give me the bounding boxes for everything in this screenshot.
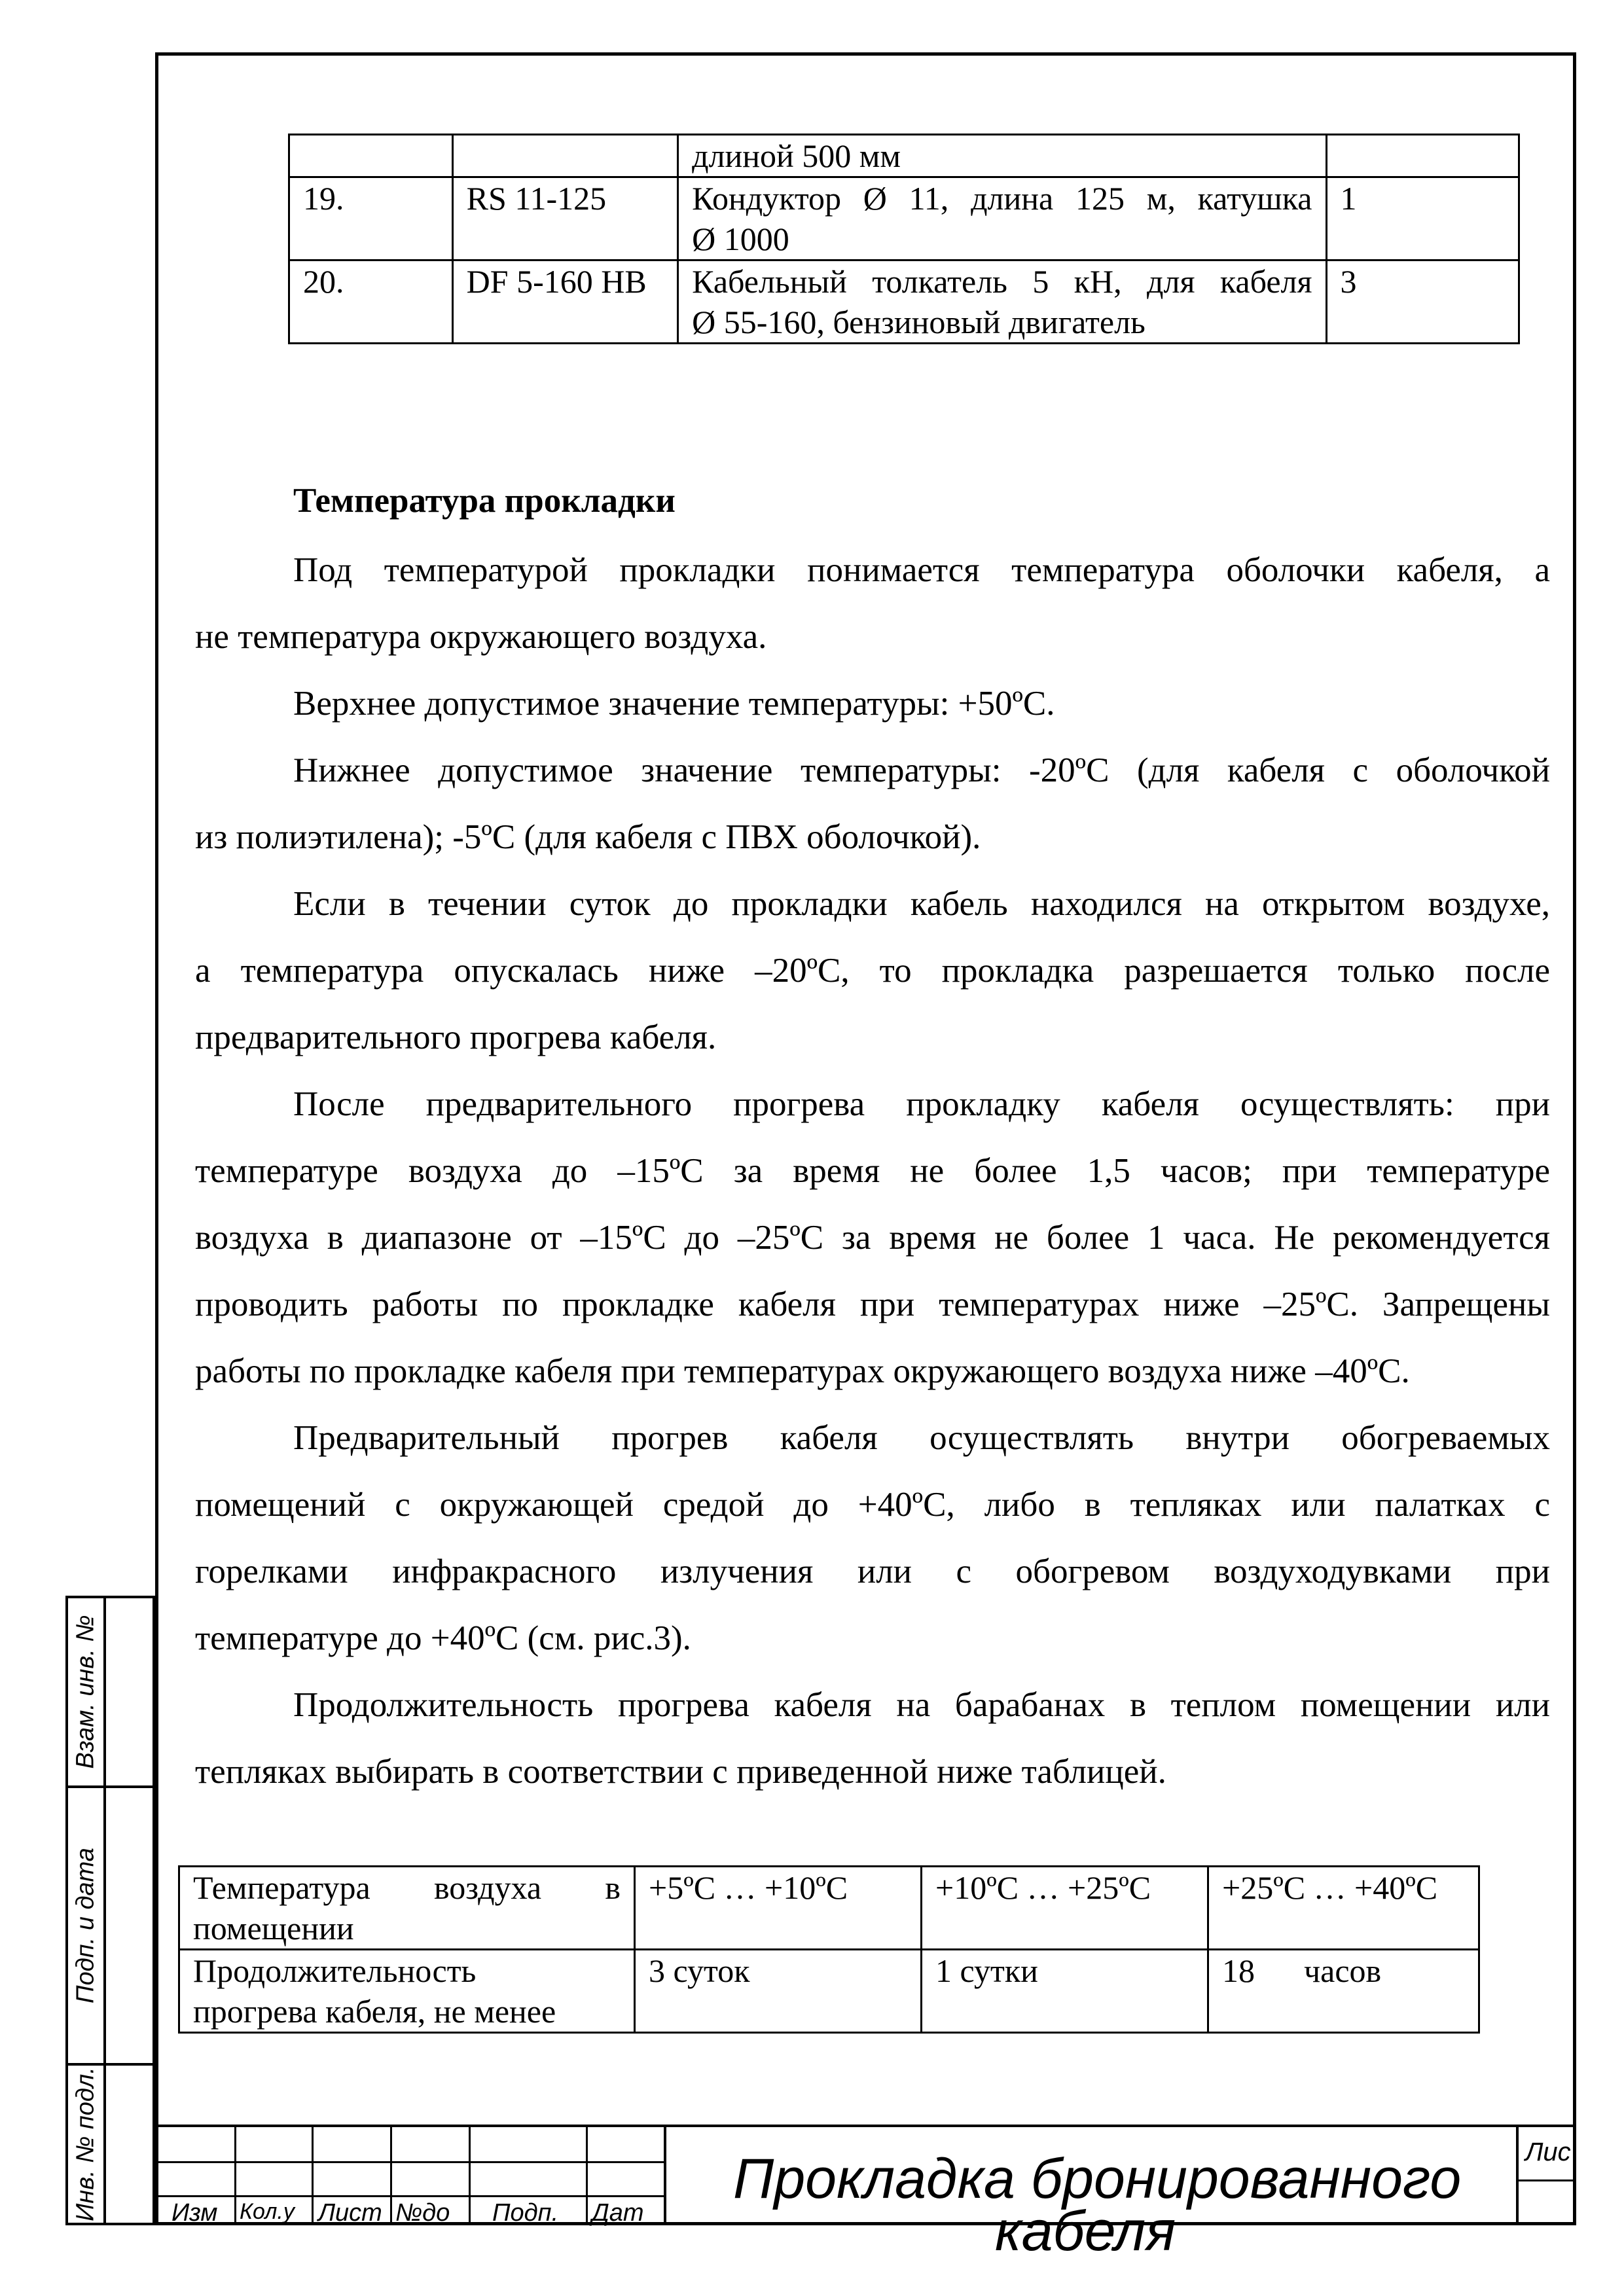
section-title: Температура прокладки xyxy=(293,482,676,520)
text-line: воздуха в диапазоне от –15ºС до –25ºС за время не более 1 часа. Не рекомендуется xyxy=(195,1219,1550,1257)
text-line: Если в течении суток до прокладки кабель находился на открытом воздухе, xyxy=(293,885,1550,923)
equipment-table xyxy=(288,134,1520,344)
text-line: тепляках выбирать в соответствии с приведенной ниже таблицей. xyxy=(195,1753,1166,1791)
sheet-label: Лис xyxy=(1525,2138,1571,2166)
stamp-cell xyxy=(68,2066,153,2223)
item-description: Кабельный толкатель 5 кН, для кабеля Ø 55-160, бензиновый двигатель xyxy=(678,260,1326,344)
table-row xyxy=(179,1950,1479,2033)
text-line: из полиэтилена); -5ºС (для кабеля с ПВХ оболочкой). xyxy=(195,818,981,856)
paragraph xyxy=(195,537,1550,670)
item-description: длиной 500 мм xyxy=(678,135,1326,177)
text-line: Под температурой прокладки понимается температура оболочки кабеля, а xyxy=(293,551,1550,589)
stamp-label: Инв. № подл. xyxy=(71,2067,99,2221)
text-line: Продолжительность прогрева кабеля на барабанах в теплом помещении или xyxy=(293,1686,1550,1724)
text-line: После предварительного прогрева прокладку кабеля осуществлять: при xyxy=(293,1085,1550,1123)
text-line: горелками инфракрасного излучения или с обогревом воздуходувками при xyxy=(195,1552,1550,1590)
document-title-line2: кабеля xyxy=(995,2200,1176,2263)
paragraph xyxy=(195,670,1550,737)
text-line: а температура опускалась ниже –20ºС, то прокладка разрешается только после xyxy=(195,952,1550,990)
item-code: DF 5-160 HB xyxy=(452,260,677,344)
text-line: Предварительный прогрев кабеля осуществлять внутри обогреваемых xyxy=(293,1419,1550,1457)
paragraph xyxy=(195,1405,1550,1672)
text-line: проводить работы по прокладке кабеля при температурах ниже –25ºС. Запрещены xyxy=(195,1285,1550,1323)
item-quantity xyxy=(1326,135,1519,177)
text-line: температуре до +40ºС (см. рис.3). xyxy=(195,1619,691,1657)
row-number: 19. xyxy=(289,177,453,260)
item-code xyxy=(452,135,677,177)
table-row xyxy=(179,1867,1479,1950)
document-title: Прокладка бронированного xyxy=(733,2147,1462,2210)
table-row xyxy=(289,135,1519,177)
stamp-cell xyxy=(68,1598,153,1788)
table-row xyxy=(289,260,1519,344)
paragraph xyxy=(195,737,1550,870)
row-number: 20. xyxy=(289,260,453,344)
item-quantity: 1 xyxy=(1326,177,1519,260)
temperature-range: +5ºС … +10ºС xyxy=(635,1867,922,1950)
text-line: работы по прокладке кабеля при температурах окружающего воздуха ниже –40ºС. xyxy=(195,1352,1410,1390)
row-number xyxy=(289,135,453,177)
text-line: температуре воздуха до –15ºС за время не более 1,5 часов; при температуре xyxy=(195,1152,1550,1190)
side-stamp xyxy=(65,1596,155,2225)
item-description: Кондуктор Ø 11, длина 125 м, катушка Ø 1000 xyxy=(678,177,1326,260)
paragraph xyxy=(195,870,1550,1071)
paragraph xyxy=(195,1672,1550,1805)
stamp-cell xyxy=(68,1788,153,2066)
column-label: Кол.у xyxy=(240,2199,295,2224)
column-label: Изм xyxy=(171,2199,218,2227)
temperature-range: +25ºС … +40ºС xyxy=(1208,1867,1479,1950)
stamp-label: Подп. и дата xyxy=(71,1848,99,2003)
column-label: Лист xyxy=(318,2199,382,2227)
text-line: предварительного прогрева кабеля. xyxy=(195,1018,717,1056)
text-line: Верхнее допустимое значение температуры: +50ºС. xyxy=(293,685,1055,723)
paragraph xyxy=(195,1071,1550,1405)
item-code: RS 11-125 xyxy=(452,177,677,260)
duration-value: 3 суток xyxy=(635,1950,922,2033)
column-label: Дат xyxy=(592,2199,644,2227)
column-label: Подп. xyxy=(492,2199,559,2227)
column-label: №до xyxy=(395,2199,450,2227)
stamp-label: Взам. инв. № xyxy=(71,1615,99,1769)
text-line: помещений с окружающей средой до +40ºС, либо в тепляках или палатках с xyxy=(195,1486,1550,1524)
heating-duration-table xyxy=(178,1865,1480,2034)
table-row xyxy=(289,177,1519,260)
duration-value: 18 часов xyxy=(1208,1950,1479,2033)
row-label: Продолжительность прогрева кабеля, не менее xyxy=(179,1950,635,2033)
text-line: не температура окружающего воздуха. xyxy=(195,618,767,656)
text-line: Нижнее допустимое значение температуры: -20ºС (для кабеля с оболочкой xyxy=(293,751,1550,789)
header-label: Температура воздуха в помещении xyxy=(179,1867,635,1950)
temperature-range: +10ºС … +25ºС xyxy=(922,1867,1208,1950)
duration-value: 1 сутки xyxy=(922,1950,1208,2033)
item-quantity: 3 xyxy=(1326,260,1519,344)
